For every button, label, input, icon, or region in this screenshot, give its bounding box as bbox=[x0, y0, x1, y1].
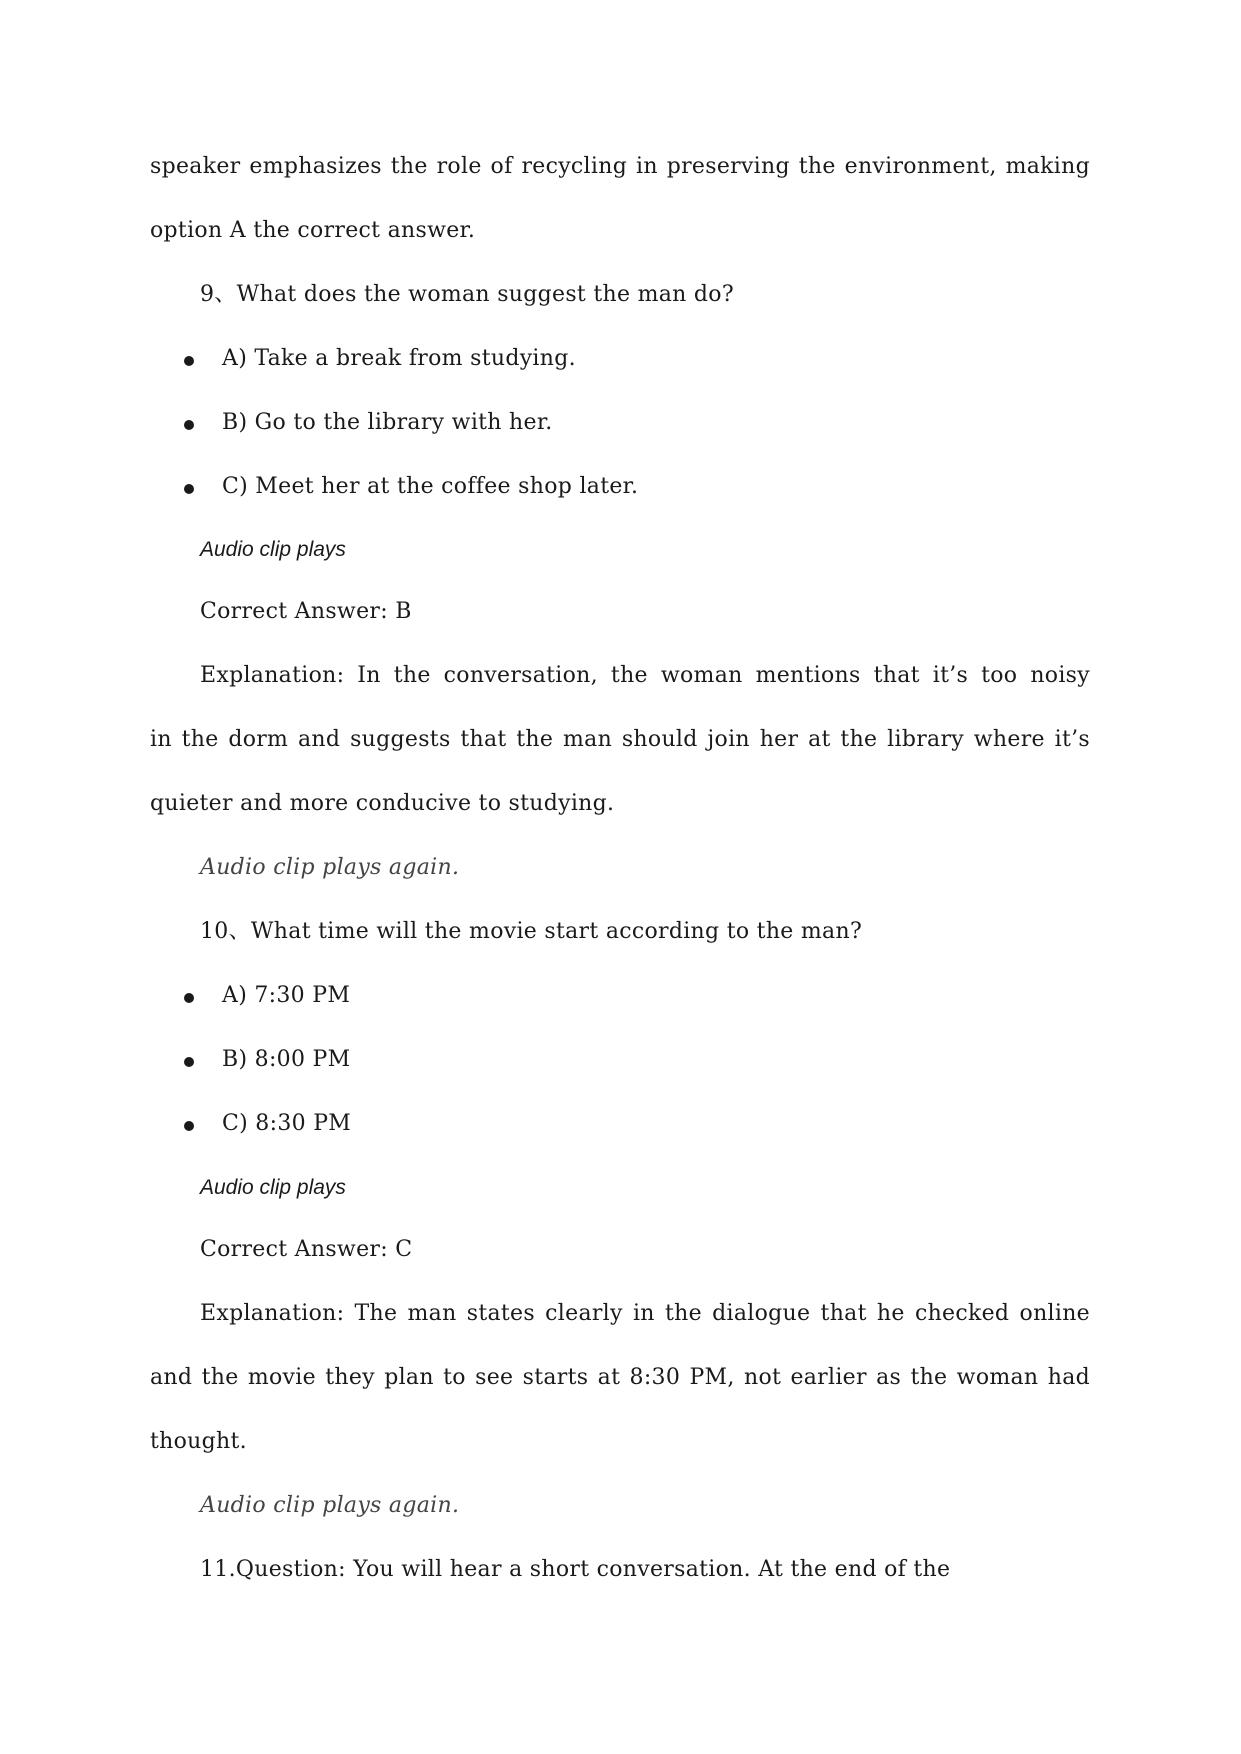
intro-line-1: speaker emphasizes the role of recycling in preserving the environment, making bbox=[150, 154, 1090, 179]
bullet-icon bbox=[184, 484, 194, 494]
question-10-explanation-line-2: and the movie they plan to see starts at 8:30 PM, not earlier as the woman had bbox=[150, 1365, 1090, 1390]
question-9-option-c: C) Meet her at the coffee shop later. bbox=[222, 474, 639, 499]
bullet-icon bbox=[184, 356, 194, 366]
question-9-explanation-line-3: quieter and more conducive to studying. bbox=[150, 791, 615, 816]
bullet-icon bbox=[184, 1057, 194, 1067]
question-9-audio-note: Audio clip plays bbox=[200, 538, 346, 561]
question-9-explanation-line-2: in the dorm and suggests that the man should join her at the library where it’s bbox=[150, 727, 1090, 752]
question-10-option-a: A) 7:30 PM bbox=[222, 983, 351, 1008]
question-10-correct-answer: Correct Answer: C bbox=[200, 1237, 413, 1262]
question-9-audio-again: Audio clip plays again. bbox=[200, 855, 460, 880]
question-10-audio-note: Audio clip plays bbox=[200, 1176, 346, 1199]
bullet-icon bbox=[184, 993, 194, 1003]
question-10-option-c: C) 8:30 PM bbox=[222, 1111, 352, 1136]
question-10-option-b: B) 8:00 PM bbox=[222, 1047, 351, 1072]
question-9-option-b: B) Go to the library with her. bbox=[222, 410, 553, 435]
question-10-audio-again: Audio clip plays again. bbox=[200, 1493, 460, 1518]
question-9-explanation-line-1: Explanation: In the conversation, the woman mentions that it’s too noisy bbox=[200, 663, 1090, 688]
intro-line-2: option A the correct answer. bbox=[150, 218, 476, 243]
question-9-option-a: A) Take a break from studying. bbox=[222, 346, 576, 371]
question-11-text: 11.Question: You will hear a short conversation. At the end of the bbox=[200, 1557, 951, 1582]
question-10-text: 10、What time will the movie start according to the man? bbox=[200, 919, 863, 944]
question-10-explanation-line-1: Explanation: The man states clearly in the dialogue that he checked online bbox=[200, 1301, 1090, 1326]
bullet-icon bbox=[184, 420, 194, 430]
question-10-explanation-line-3: thought. bbox=[150, 1429, 247, 1454]
question-9-text: 9、What does the woman suggest the man do? bbox=[200, 282, 734, 307]
question-9-correct-answer: Correct Answer: B bbox=[200, 599, 412, 624]
bullet-icon bbox=[184, 1121, 194, 1131]
